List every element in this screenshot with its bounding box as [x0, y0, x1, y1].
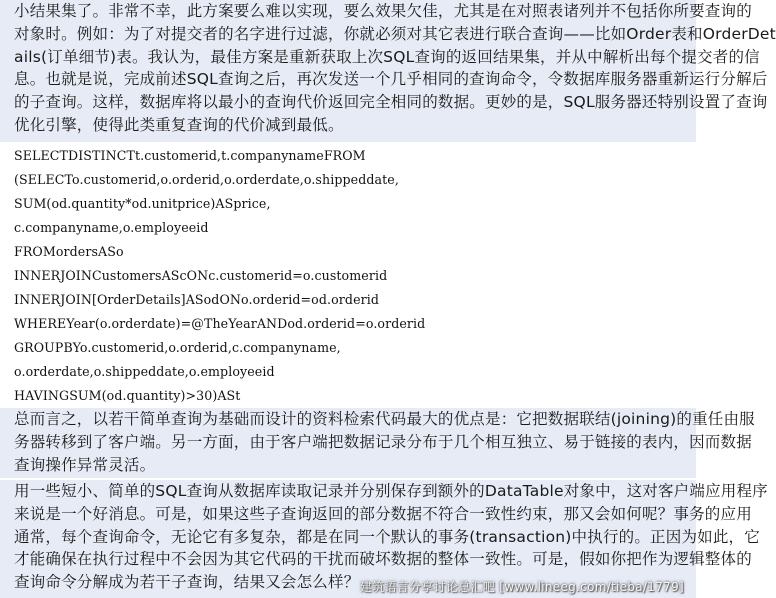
paragraph-line: 通常，每个查询命令，无论它有多复杂，都是在同一个默认的事务(transaction)中执行的。正因为如此，它: [14, 527, 760, 546]
code-line: SELECTDISTINCTt.customerid,t.companynameFROM: [14, 148, 366, 163]
paragraph-line: 对象时。例如：为了对提交者的名字进行过滤，你就必须对其它表进行联合查询——比如Order表和OrderDet: [14, 24, 776, 43]
paragraph-line: 才能确保在执行过程中不会因为其它代码的干扰而破坏数据的整体一致性。可是，假如你把作为逻辑整体的: [14, 550, 752, 569]
code-line: o.orderdate,o.shippeddate,o.employeeid: [14, 364, 275, 379]
code-line: WHEREYear(o.orderdate)=@TheYearANDod.orderid=o.orderid: [14, 316, 426, 331]
code-line: HAVINGSUM(od.quantity)>30)ASt: [14, 388, 241, 403]
code-line: SUM(od.quantity*od.unitprice)ASprice,: [14, 196, 271, 211]
paragraph-line: 来说是一个好消息。可是，如果这些子查询返回的部分数据不符合一致性约束，那又会如何呢？事务的应用: [14, 504, 752, 523]
paragraph-summary: [0, 408, 755, 478]
code-line: GROUPBYo.customerid,o.orderid,c.companyname,: [14, 340, 341, 355]
paragraph-line: 务器转移到了客户端。另一方面，由于客户端把数据记录分布于几个相互独立、易于链接的表内，因而数据: [14, 432, 752, 451]
paragraph-line: 小结果集了。非常不幸，此方案要么难以实现，要么效果欠佳，尤其是在对照表诸列并不包括你所要查询的: [14, 2, 752, 20]
code-line: INNERJOINCustomersAScONc.customerid=o.customerid: [14, 268, 388, 283]
sql-code-block: [0, 144, 696, 408]
code-line: c.companyname,o.employeeid: [14, 220, 209, 235]
paragraph-line: 查询命令分解成为若干子查询，结果又会怎么样？: [14, 573, 360, 592]
paragraph-intro: [0, 0, 776, 142]
code-line: INNERJOIN[OrderDetails]ASodONo.orderid=od.orderid: [14, 292, 380, 307]
paragraph-line: ails(订单细节)表。我认为，最佳方案是重新获取上次SQL查询的返回结果集，并从中解析出每个提交者的信: [14, 47, 760, 66]
paragraph-line: 查询操作异常灵活。: [14, 455, 156, 474]
paragraph-line: 用一些短小、简单的SQL查询从数据库读取记录并分别保存到额外的DataTable对象中，这对客户端应用程序: [14, 482, 768, 500]
watermark-text: 建筑语言分享讨论总汇吧 [www.lineeg.com/tieba/1779]: [359, 580, 684, 594]
paragraph-line: 息。也就是说，完成前述SQL查询之后，再次发送一个几乎相同的查询命令，令数据库服务器重新运行分解后: [14, 70, 768, 89]
code-line: FROMordersASo: [14, 244, 124, 259]
code-line: (SELECTo.customerid,o.orderid,o.orderdate,o.shippeddate,: [14, 172, 399, 187]
paragraph-line: 优化引擎，使得此类重复查询的代价减到最低。: [14, 115, 344, 134]
paragraph-line: 总而言之，以若干简单查询为基础而设计的资料检索代码最大的优点是：它把数据联结(joining)的重任由服: [14, 410, 755, 428]
paragraph-line: 的子查询。这样，数据库将以最小的查询代价返回完全相同的数据。更妙的是，SQL服务器还特别设置了查询: [14, 93, 768, 112]
